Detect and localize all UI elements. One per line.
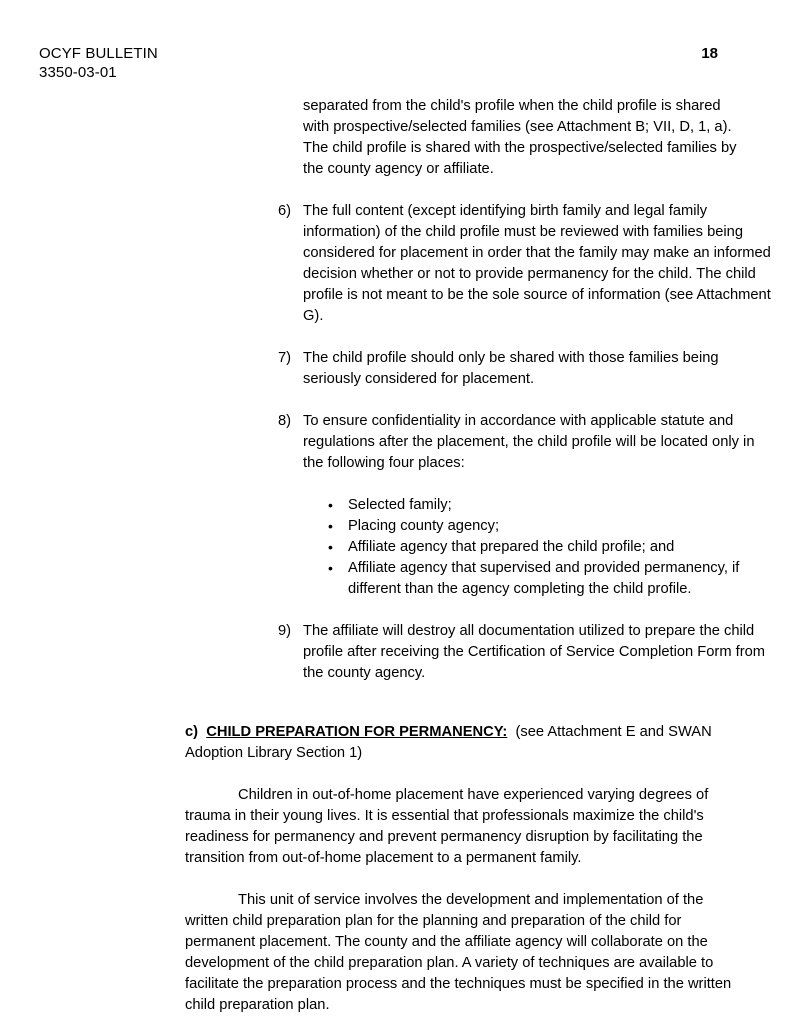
page-number: 18: [701, 45, 718, 62]
item-text: The full content (except identifying birth family and legal family information) of the child profile must be reviewed with families being considered for placement in order that the family may make an informed decision whether or not to provide permanency for the child. The child profile is not meant to be the sole source of information (see Attachment G).: [303, 203, 771, 324]
list-item-label: Affiliate agency that prepared the child profile; and: [348, 539, 675, 555]
item-marker: 8): [278, 413, 292, 429]
bulletin-name: OCYF BULLETIN: [39, 45, 158, 62]
numbered-item-9: [278, 621, 772, 684]
heading-spacer: [198, 724, 206, 740]
item-marker: 7): [278, 350, 292, 366]
item-text: The child profile should only be shared with those families being seriously considered for placement.: [303, 350, 719, 387]
numbered-item-6: [278, 201, 772, 327]
bullet-icon: •: [328, 539, 333, 555]
bullet-icon: •: [328, 560, 333, 576]
page-title: CHILD PREPARATION FOR PERMANENCY:: [206, 724, 508, 740]
heading-spacer-2: [507, 724, 515, 740]
section-paragraph-1: Children in out-of-home placement have experienced varying degrees of trauma in their young lives. It is essential that professionals maximize the child's readiness for permanency and prevent permanency disruption by facilitating the transition from out-of-home placement to a permanent family.: [185, 787, 709, 866]
page-header: [39, 44, 718, 82]
item-text: The affiliate will destroy all documentation utilized to prepare the child profile after receiving the Certification of Service Completion Form from the county agency.: [303, 623, 766, 681]
continued-paragraph: separated from the child's profile when the child profile is shared with prospective/selected families (see Attachment B; VII, D, 1, a). The child profile is shared with the prospective/selected families by the county agency or affiliate.: [303, 98, 737, 177]
list-item-label: Placing county agency;: [348, 518, 500, 534]
list-item: [328, 537, 747, 558]
numbered-item-7: [278, 348, 772, 390]
item-marker: 6): [278, 203, 292, 219]
section-letter: c): [185, 724, 199, 740]
section-reference: (see Attachment E and SWAN Adoption Library Section 1): [185, 724, 712, 761]
document-body: [185, 96, 771, 1016]
numbered-item-8: [278, 411, 772, 474]
list-item: [328, 495, 747, 516]
section-heading: [185, 722, 747, 764]
list-item-label: Affiliate agency that supervised and provided permanency, if different than the agency completing the child profile.: [348, 560, 740, 597]
bullet-icon: •: [328, 518, 333, 534]
bulletin-number: 3350-03-01: [39, 64, 117, 81]
section-paragraph-2: This unit of service involves the development and implementation of the written child preparation plan for the planning and preparation of the child for permanent placement. The county and the affiliate agency will collaborate on the development of the child preparation plan. A variety of techniques are available to facilitate the preparation process and the techniques must be specified in the written child preparation plan.: [185, 892, 732, 1013]
list-item: [328, 516, 747, 537]
item-marker: 9): [278, 623, 292, 639]
item-text: To ensure confidentiality in accordance with applicable statute and regulations after the placement, the child profile will be located only in the following four places:: [303, 413, 755, 471]
bullet-list: [328, 495, 747, 600]
header-bulletin-identity: [39, 44, 158, 82]
bullet-icon: •: [328, 497, 333, 513]
list-item: [328, 558, 747, 600]
list-item-label: Selected family;: [348, 497, 452, 513]
